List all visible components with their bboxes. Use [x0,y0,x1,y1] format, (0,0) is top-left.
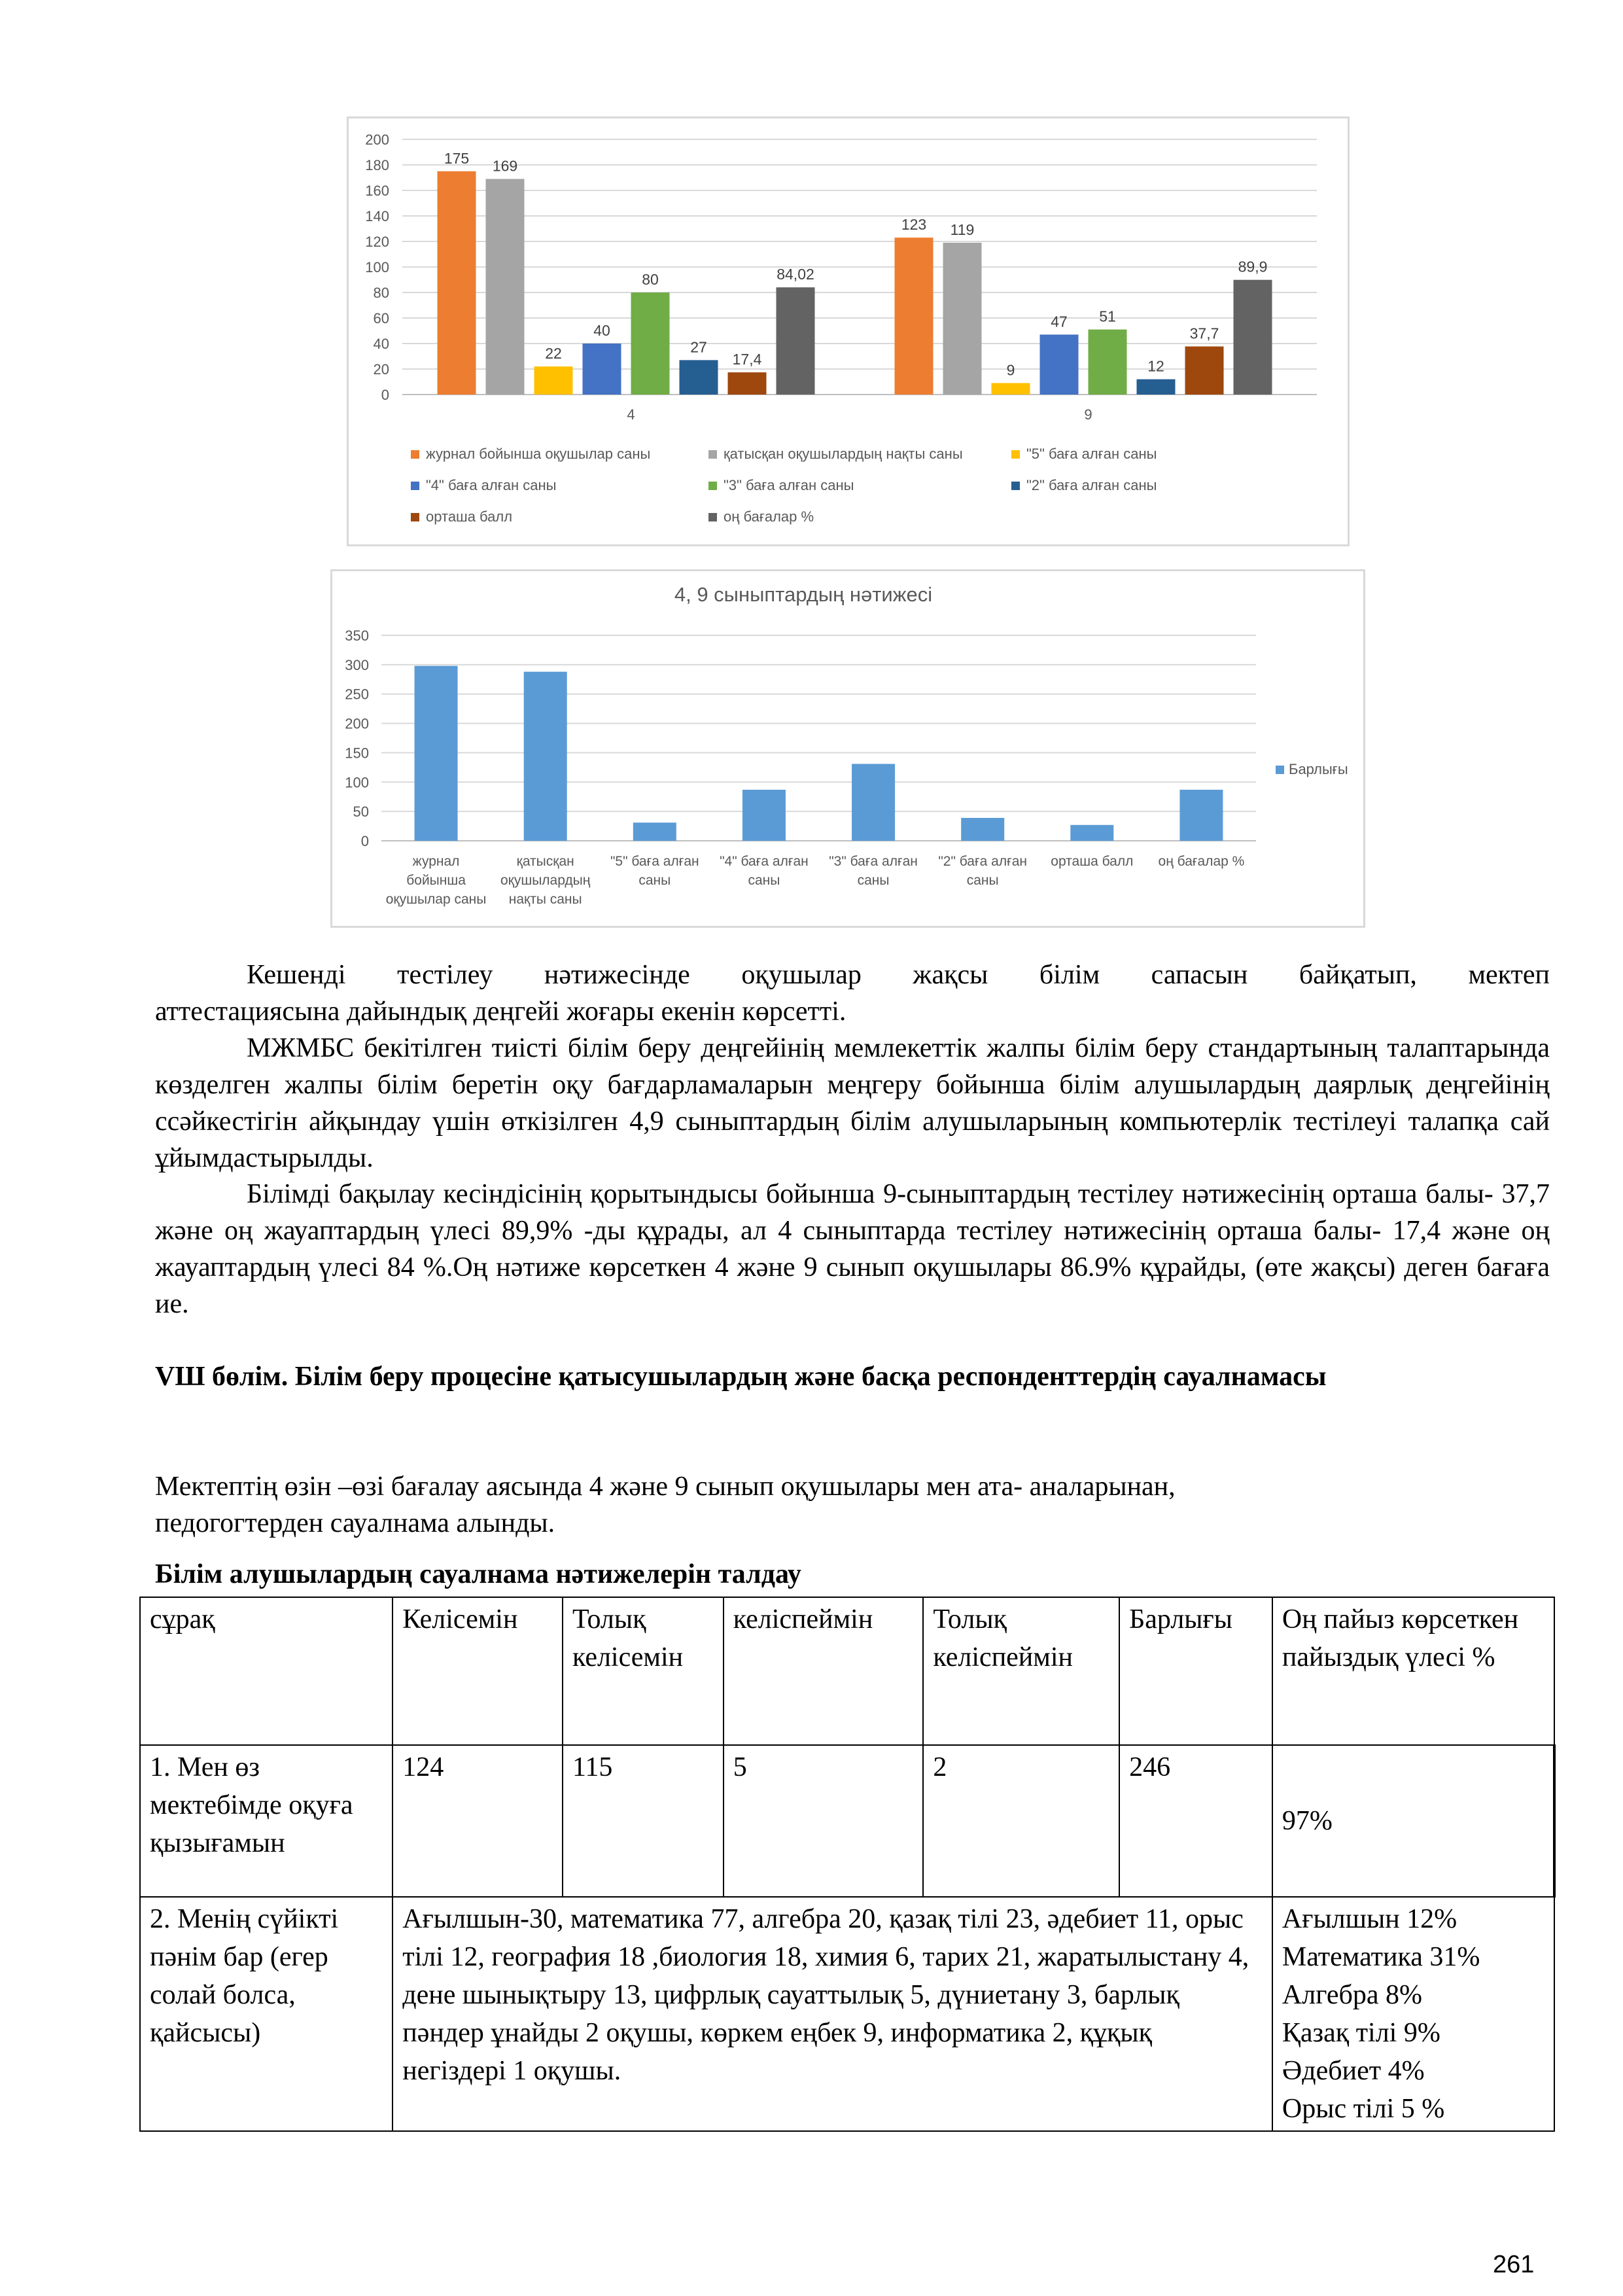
paragraph-1-line-2: аттестациясына дайындық деңгейі жоғары екенін көрсетті. [155,997,846,1027]
legend-swatch [1276,766,1284,774]
paragraph-2-text: МЖМБС бекітілген тиісті білім беру деңгейінің мемлекеттік жалпы білім беру стандартының талаптарында көзделген жалпы білім беретін оқу бағдарламаларын меңгеру бойынша білім алушылардың даярлық деңгейінің ссәйкестігін айқындау үшін өткізілген 4,9 сыныптардың білім алушыларының компьютерлік тестілеуі талапқа сай ұйымдастырылды. [155,1033,1550,1173]
page-number: 261 [1493,2251,1535,2278]
grouped-bar-chart-svg [349,118,1348,544]
legend-swatch [411,513,419,521]
data-label: 47 [1051,313,1068,330]
legend-label: "2" баға алған саны [1026,477,1157,493]
x-tick-label: саны [966,873,999,888]
data-label: 40 [593,322,610,339]
data-label: 80 [642,271,659,288]
y-tick-label: 0 [381,387,389,403]
section-intro [155,1468,1550,1542]
y-tick-label: 40 [373,336,389,352]
y-tick-label: 0 [360,833,369,849]
bar [992,383,1030,395]
row1-disagree: 5 [724,1745,924,1897]
row1-fully-agree: 115 [563,1745,724,1897]
bar [852,764,895,841]
legend-label: Барлығы [1289,761,1348,777]
data-label: 17,4 [732,351,762,368]
data-label: 169 [492,157,518,175]
chart-title: 4, 9 сыныптардың нәтижесі [674,583,933,606]
x-tick-label: "5" баға алған [610,854,699,869]
bar [728,372,767,395]
y-tick-label: 60 [373,310,389,327]
y-tick-label: 20 [373,361,389,378]
bar [486,179,525,395]
x-tick-label: орташа балл [1051,854,1134,869]
legend-swatch [1011,482,1020,490]
legend-label: "4" баға алған саны [426,477,557,493]
row1-question: 1. Мен өз мектебімде оқуға қызығамын [140,1745,393,1897]
survey-table [139,1597,1556,2132]
x-tick-label: "4" баға алған [720,854,809,869]
y-tick-label: 200 [345,715,369,732]
header-question: сұрақ [140,1597,393,1745]
bar [1179,790,1223,841]
y-tick-label: 120 [365,234,389,250]
bar [534,366,573,395]
bar [1137,380,1176,395]
y-tick-label: 80 [373,285,389,301]
legend-swatch [708,513,717,521]
data-label: 27 [690,338,707,356]
row2-question: 2. Менің сүйікті пәнім бар (егер солай болса, қайсысы) [140,1897,393,2131]
legend-swatch [1011,450,1020,459]
paragraph-1 [155,957,1550,1030]
data-label: 51 [1099,308,1116,325]
section-intro-line-1: Мектептің өзін –өзі бағалау аясында 4 және 9 сынып оқушылары мен ата- аналарынан, [155,1472,1176,1502]
x-tick-label: журнал [412,854,460,869]
data-label: 89,9 [1238,258,1268,275]
legend-label: орташа балл [426,508,513,525]
paragraph-3 [155,1176,1550,1322]
x-tick-label: "3" баға алған [829,854,918,869]
legend-swatch [411,482,419,490]
table-row [140,1745,1554,1897]
header-fully-agree: Толық келісемін [563,1597,724,1745]
grouped-bar-chart [347,116,1350,546]
y-tick-label: 50 [353,804,369,821]
row2-percent-item: Алгебра 8% [1282,1980,1423,2010]
y-tick-label: 100 [365,259,389,275]
bar [680,360,718,395]
row1-agree: 124 [393,1745,563,1897]
bar [742,790,786,841]
x-tick-label: нақты саны [508,892,582,907]
bar [415,666,458,841]
paragraph-1-line-1: Кешенді тестілеу нәтижесінде оқушылар жақсы білім сапасын байқатып, мектеп [247,960,1550,990]
paragraph-2 [155,1030,1550,1176]
header-positive-percent: Оң пайыз көрсеткен пайыздық үлесі % [1272,1597,1554,1745]
row2-percent-item: Ағылшын 12% [1282,1904,1457,1934]
bar [1070,825,1113,841]
bar [631,292,670,395]
bar [583,344,621,395]
x-tick-label: оқушылардың [500,873,591,888]
paragraph-3-text: Білімді бақылау кесіндісінің қорытындысы бойынша 9-сыныптардың тестілеу нәтижесінің орташа балы- 37,7 және оң жауаптардың үлесі 89,9% -ды құрады, ал 4 сыныптарда тестілеу нәтижесінің орташа балы- 17,4 және оң жауаптардың үлесі 84 %.Оң нәтиже көрсеткен 4 және 9 сынып оқушылары 86.9% құрайды, (өте жақсы) деген бағаға ие. [155,1179,1550,1319]
legend-label: журнал бойынша оқушылар саны [426,446,651,462]
legend-swatch [411,450,419,459]
table-header-row [140,1597,1554,1745]
row2-percent-item: Математика 31% [1282,1942,1480,1972]
header-agree: Келісемін [393,1597,563,1745]
x-tick-label: бойынша [406,873,466,888]
x-tick-label: қатысқан [516,854,574,869]
y-tick-label: 100 [345,774,369,791]
totals-bar-chart-svg [332,571,1363,926]
data-label: 37,7 [1189,325,1219,342]
row1-fully-disagree: 2 [923,1745,1119,1897]
x-tick-label: саны [748,873,780,888]
row1-positive-percent: 97% [1272,1745,1554,1897]
y-tick-label: 350 [345,627,369,644]
bar [1089,330,1127,395]
x-tick-label: "2" баға алған [938,854,1028,869]
y-tick-label: 150 [345,745,369,762]
data-label: 12 [1147,357,1164,375]
row2-percent-item: Орыс тілі 5 % [1282,2094,1445,2124]
x-tick-label: 9 [1084,406,1092,423]
data-label: 9 [1006,361,1015,379]
bar [777,287,815,395]
legend-label: "5" баға алған саны [1026,446,1157,462]
row2-percent-item: Қазақ тілі 9% [1282,2018,1440,2048]
header-disagree: келіспеймін [724,1597,924,1745]
bar [895,238,934,395]
header-fully-disagree: Толық келіспеймін [923,1597,1119,1745]
header-total: Барлығы [1119,1597,1272,1745]
data-label: 84,02 [777,266,814,283]
x-tick-label: оң бағалар % [1158,854,1245,869]
table-row [140,1897,1554,2131]
y-tick-label: 250 [345,686,369,703]
data-label: 119 [950,221,975,238]
x-tick-label: 4 [627,406,635,423]
legend-swatch [708,450,717,459]
row1-total: 246 [1119,1745,1272,1897]
data-label: 123 [901,216,927,234]
data-label: 175 [444,149,470,167]
table-title: Білім алушылардың сауалнама нәтижелерін талдау [155,1559,801,1589]
bar [1234,280,1272,395]
legend-swatch [708,482,717,490]
bar [943,243,982,395]
bar [633,822,676,841]
totals-bar-chart [330,569,1365,928]
section-heading: VШ бөлім. Білім беру процесіне қатысушылардың және басқа респонденттердің сауалнамасы [155,1362,1327,1392]
x-tick-label: саны [857,873,890,888]
bar [438,171,476,395]
row2-percents [1272,1897,1554,2131]
bar [1040,334,1079,395]
y-tick-label: 180 [365,157,389,173]
legend-label: оң бағалар % [724,508,814,525]
bar [1185,346,1224,395]
data-label: 22 [545,345,562,362]
y-tick-label: 140 [365,208,389,224]
row2-answer: Ағылшын-30, математика 77, алгебра 20, қазақ тілі 23, әдебиет 11, орыс тілі 12, география 18 ,биология 18, химия 6, тарих 21, жаратылыстану 4, дене шынықтыру 13, цифрлық сауаттылық 5, дүниетану 3, барлық пәндер ұнайды 2 оқушы, көркем еңбек 9, информатика 2, құқық негіздері 1 оқушы. [393,1897,1272,2131]
y-tick-label: 160 [365,183,389,199]
bar [524,672,567,841]
section-intro-line-2: педогогтерден сауалнама алынды. [155,1508,555,1538]
x-tick-label: саны [638,873,671,888]
legend-label: қатысқан оқушылардың нақты саны [724,446,963,462]
bar [961,818,1004,841]
y-tick-label: 300 [345,656,369,673]
x-tick-label: оқушылар саны [385,892,487,907]
legend-label: "3" баға алған саны [724,477,854,493]
y-tick-label: 200 [365,132,389,148]
row2-percent-item: Әдебиет 4% [1282,2056,1425,2086]
